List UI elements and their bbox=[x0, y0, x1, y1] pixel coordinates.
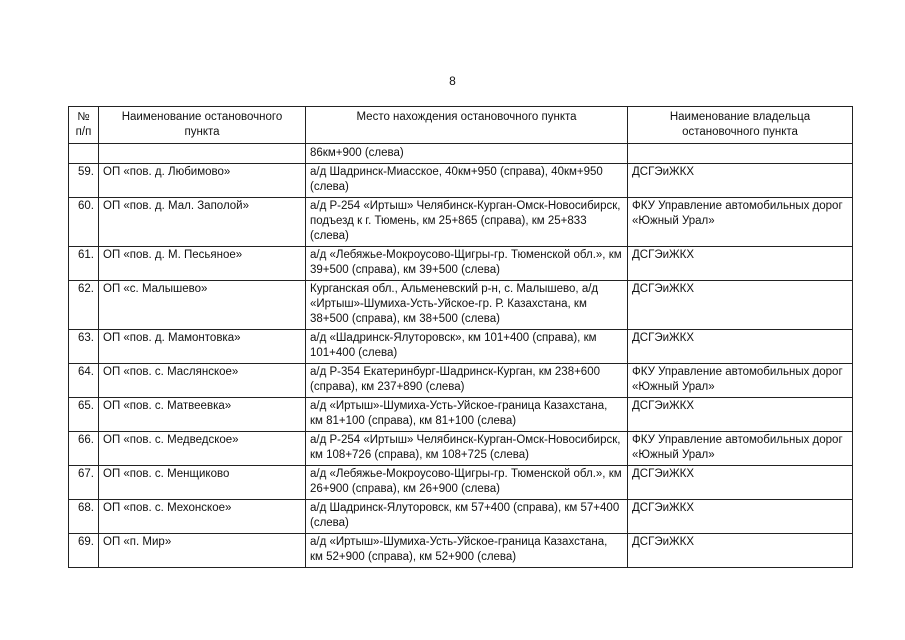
cell-name: ОП «пов. д. Любимово» bbox=[99, 164, 306, 198]
cell-place: а/д Шадринск-Миасское, 40км+950 (справа), 40км+950 (слева) bbox=[306, 164, 628, 198]
cell-num: 65. bbox=[69, 398, 99, 432]
header-place: Место нахождения остановочного пункта bbox=[306, 107, 628, 144]
table-header bbox=[69, 107, 853, 144]
cell-name: ОП «пов. с. Мехонское» bbox=[99, 500, 306, 534]
cell-num: 67. bbox=[69, 466, 99, 500]
cell-owner: ДСГЭиЖКХ bbox=[628, 164, 853, 198]
cell-name: ОП «пов. с. Матвеевка» bbox=[99, 398, 306, 432]
table-row bbox=[69, 432, 853, 466]
page-number: 8 bbox=[449, 74, 456, 88]
table-row bbox=[69, 466, 853, 500]
cell-name bbox=[99, 144, 306, 164]
table-row bbox=[69, 164, 853, 198]
cell-place: а/д Р-254 «Иртыш» Челябинск-Курган-Омск-Новосибирск, км 108+726 (справа), км 108+725 (слева) bbox=[306, 432, 628, 466]
table-row bbox=[69, 281, 853, 330]
cell-place: а/д «Иртыш»-Шумиха-Усть-Уйское-граница Казахстана, км 52+900 (справа), км 52+900 (слева) bbox=[306, 534, 628, 568]
cell-owner: ДСГЭиЖКХ bbox=[628, 247, 853, 281]
table-row bbox=[69, 534, 853, 568]
cell-name: ОП «п. Мир» bbox=[99, 534, 306, 568]
cell-num: 69. bbox=[69, 534, 99, 568]
cell-place: а/д «Лебяжье-Мокроусово-Щигры-гр. Тюменской обл.», км 26+900 (справа), км 26+900 (слева) bbox=[306, 466, 628, 500]
cell-place: а/д «Иртыш»-Шумиха-Усть-Уйское-граница Казахстана, км 81+100 (справа), км 81+100 (слева) bbox=[306, 398, 628, 432]
cell-owner: ДСГЭиЖКХ bbox=[628, 500, 853, 534]
cell-owner: ДСГЭиЖКХ bbox=[628, 466, 853, 500]
table-row bbox=[69, 198, 853, 247]
cell-owner: ДСГЭиЖКХ bbox=[628, 398, 853, 432]
cell-owner: ДСГЭиЖКХ bbox=[628, 281, 853, 330]
cell-place: 86км+900 (слева) bbox=[306, 144, 628, 164]
cell-num bbox=[69, 144, 99, 164]
header-owner: Наименование владельца остановочного пункта bbox=[628, 107, 853, 144]
cell-place: а/д Р-254 «Иртыш» Челябинск-Курган-Омск-Новосибирск, подъезд к г. Тюмень, км 25+865 (справа), км 25+833 (слева) bbox=[306, 198, 628, 247]
cell-num: 59. bbox=[69, 164, 99, 198]
header-row bbox=[69, 107, 853, 144]
cell-num: 62. bbox=[69, 281, 99, 330]
cell-name: ОП «пов. д. Мамонтовка» bbox=[99, 330, 306, 364]
header-name: Наименование остановочного пункта bbox=[99, 107, 306, 144]
stops-table bbox=[68, 106, 853, 568]
cell-num: 64. bbox=[69, 364, 99, 398]
cell-name: ОП «пов. д. Мал. Заполой» bbox=[99, 198, 306, 247]
cell-owner bbox=[628, 144, 853, 164]
cell-name: ОП «пов. с. Менщиково bbox=[99, 466, 306, 500]
cell-place: а/д «Лебяжье-Мокроусово-Щигры-гр. Тюменской обл.», км 39+500 (справа), км 39+500 (слева) bbox=[306, 247, 628, 281]
table-row bbox=[69, 330, 853, 364]
cell-place: а/д Шадринск-Ялуторовск, км 57+400 (справа), км 57+400 (слева) bbox=[306, 500, 628, 534]
cell-num: 61. bbox=[69, 247, 99, 281]
cell-place: Курганская обл., Альменевский р-н, с. Малышево, а/д «Иртыш»-Шумиха-Усть-Уйское-гр. Р. Казахстана, км 38+500 (справа), км 38+500 (слева) bbox=[306, 281, 628, 330]
cell-num: 66. bbox=[69, 432, 99, 466]
cell-place: а/д Р-354 Екатеринбург-Шадринск-Курган, км 238+600 (справа), км 237+890 (слева) bbox=[306, 364, 628, 398]
cell-name: ОП «пов. с. Медведское» bbox=[99, 432, 306, 466]
table-row bbox=[69, 247, 853, 281]
header-num: № п/п bbox=[69, 107, 99, 144]
cell-name: ОП «пов. с. Маслянское» bbox=[99, 364, 306, 398]
cell-place: а/д «Шадринск-Ялуторовск», км 101+400 (справа), км 101+400 (слева) bbox=[306, 330, 628, 364]
cell-num: 63. bbox=[69, 330, 99, 364]
cell-name: ОП «с. Малышево» bbox=[99, 281, 306, 330]
cell-num: 68. bbox=[69, 500, 99, 534]
cell-owner: ФКУ Управление автомобильных дорог «Южный Урал» bbox=[628, 432, 853, 466]
table-row-continuation bbox=[69, 144, 853, 164]
table-body bbox=[69, 144, 853, 568]
cell-owner: ДСГЭиЖКХ bbox=[628, 534, 853, 568]
cell-num: 60. bbox=[69, 198, 99, 247]
cell-owner: ФКУ Управление автомобильных дорог «Южный Урал» bbox=[628, 364, 853, 398]
table-row bbox=[69, 500, 853, 534]
cell-owner: ФКУ Управление автомобильных дорог «Южный Урал» bbox=[628, 198, 853, 247]
table-row bbox=[69, 364, 853, 398]
table-row bbox=[69, 398, 853, 432]
cell-owner: ДСГЭиЖКХ bbox=[628, 330, 853, 364]
cell-name: ОП «пов. д. М. Песьяное» bbox=[99, 247, 306, 281]
